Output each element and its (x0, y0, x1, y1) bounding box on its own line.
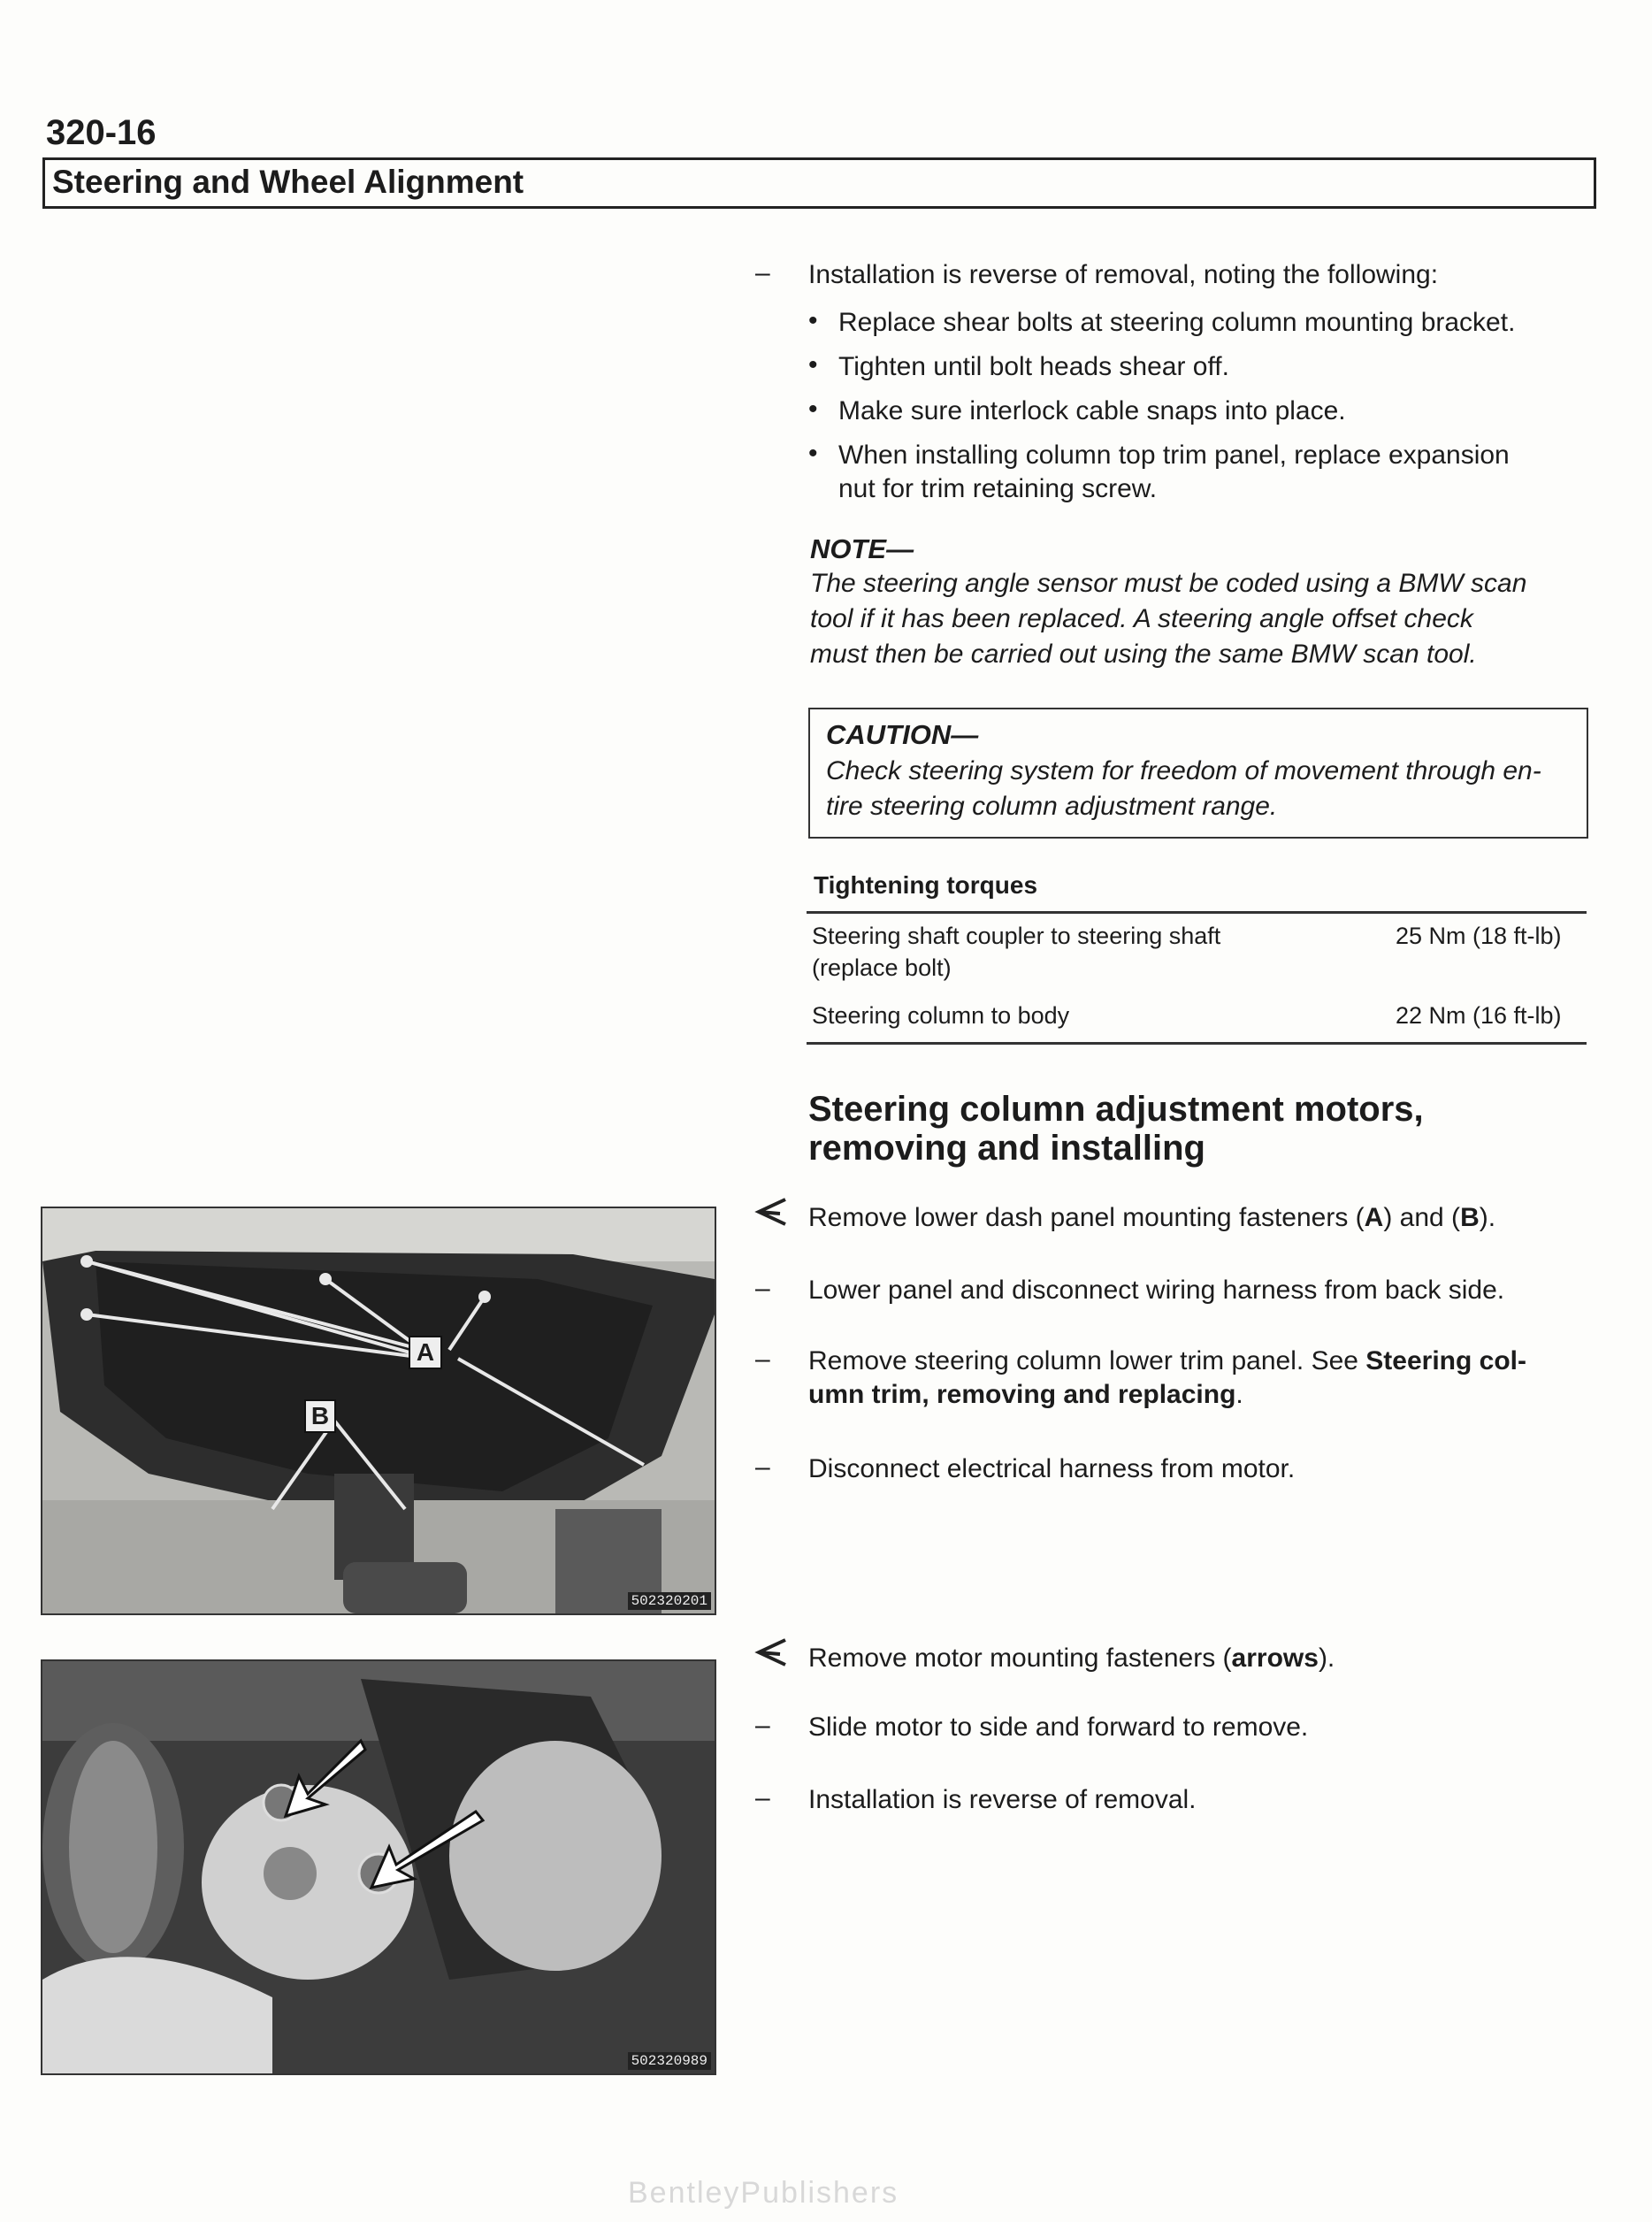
bullet-marker: • (808, 395, 818, 424)
arrows-ref: arrows (1231, 1644, 1319, 1673)
section-heading-line-1: Steering column adjustment motors, (808, 1090, 1424, 1129)
cross-reference-link-cont[interactable]: umn trim, removing and replacing (808, 1380, 1236, 1409)
note-label: NOTE— (810, 533, 914, 564)
torque-row-1-item-cont: (replace bolt) (812, 954, 952, 981)
motor-step-3-end: . (1235, 1380, 1243, 1409)
motor-step-b1 (808, 1642, 1335, 1675)
note-line-1: The steering angle sensor must be coded using a BMW scan (810, 569, 1527, 598)
callout-label-b: B (304, 1399, 336, 1433)
table-bottom-rule (807, 1042, 1587, 1045)
figure-code: 502320989 (628, 2052, 711, 2070)
motor-step-3 (808, 1345, 1587, 1412)
page-number: 320-16 (46, 113, 157, 152)
torque-row-1-item: Steering shaft coupler to steering shaft (812, 923, 1221, 949)
callout-label-a: A (409, 1336, 442, 1369)
figure-pointer-icon (753, 1194, 789, 1230)
table-top-rule (807, 911, 1587, 914)
figure-dash-panel-photo (41, 1207, 716, 1615)
caution-line-1: Check steering system for freedom of movement through en- (826, 756, 1541, 785)
section-title: Steering and Wheel Alignment (52, 164, 524, 200)
figure-code: 502320201 (628, 1592, 711, 1610)
caution-label: CAUTION— (826, 719, 979, 750)
section-header (42, 157, 1596, 209)
dash-marker: – (755, 1452, 770, 1482)
motor-step-1 (808, 1201, 1495, 1235)
bullet-marker: • (808, 439, 818, 468)
install-bullet-3: Make sure interlock cable snaps into place. (838, 396, 1346, 425)
note-line-2: tool if it has been replaced. A steering angle offset check (810, 604, 1473, 633)
motor-step-2: Lower panel and disconnect wiring harness from back side. (808, 1276, 1505, 1305)
motor-step-1-mid: ) and ( (1383, 1203, 1461, 1232)
install-bullet-4-cont: nut for trim retaining screw. (838, 474, 1158, 503)
dash-marker: – (755, 1711, 770, 1740)
dash-marker: – (755, 1345, 770, 1374)
figure-motor-photo (41, 1659, 716, 2075)
install-bullet-1: Replace shear bolts at steering column mounting bracket. (838, 308, 1516, 337)
motor-step-b3: Installation is reverse of removal. (808, 1785, 1197, 1814)
motor-step-3-text: Remove steering column lower trim panel. See (808, 1346, 1366, 1375)
motor-step-1-end: ). (1479, 1203, 1496, 1232)
install-bullet-2: Tighten until bolt heads shear off. (838, 352, 1229, 381)
callout-a-ref: A (1364, 1203, 1384, 1232)
torque-row-2-value: 22 Nm (16 ft-lb) (1396, 1002, 1562, 1029)
callout-b-ref: B (1460, 1203, 1480, 1232)
torque-row-1-value: 25 Nm (18 ft-lb) (1396, 923, 1562, 949)
cross-reference-link[interactable]: Steering col- (1365, 1346, 1526, 1375)
motor-step-b1-end: ). (1318, 1644, 1335, 1673)
motor-step-4: Disconnect electrical harness from motor. (808, 1454, 1296, 1483)
torque-table-title: Tightening torques (814, 871, 1038, 899)
dash-marker: – (755, 1274, 770, 1303)
motor-step-1-text: Remove lower dash panel mounting fasteners ( (808, 1203, 1365, 1232)
bullet-marker: • (808, 350, 818, 379)
note-line-3: must then be carried out using the same BMW scan tool. (810, 640, 1477, 669)
caution-line-2: tire steering column adjustment range. (826, 792, 1278, 821)
figure-pointer-icon (753, 1635, 789, 1670)
torque-row-2-item: Steering column to body (812, 1002, 1070, 1029)
motor-step-b1-text: Remove motor mounting fasteners ( (808, 1644, 1232, 1673)
section-heading (808, 1090, 1533, 1168)
install-bullet-4: When installing column top trim panel, replace expansion (838, 441, 1510, 470)
bullet-marker: • (808, 306, 818, 335)
motor-step-b2: Slide motor to side and forward to remove. (808, 1712, 1309, 1742)
section-heading-line-2: removing and installing (808, 1129, 1205, 1168)
dash-marker: – (755, 1783, 770, 1812)
footer-watermark: BentleyPublishers (628, 2176, 899, 2210)
dash-marker: – (755, 258, 770, 287)
install-intro: Installation is reverse of removal, noting the following: (808, 260, 1439, 289)
